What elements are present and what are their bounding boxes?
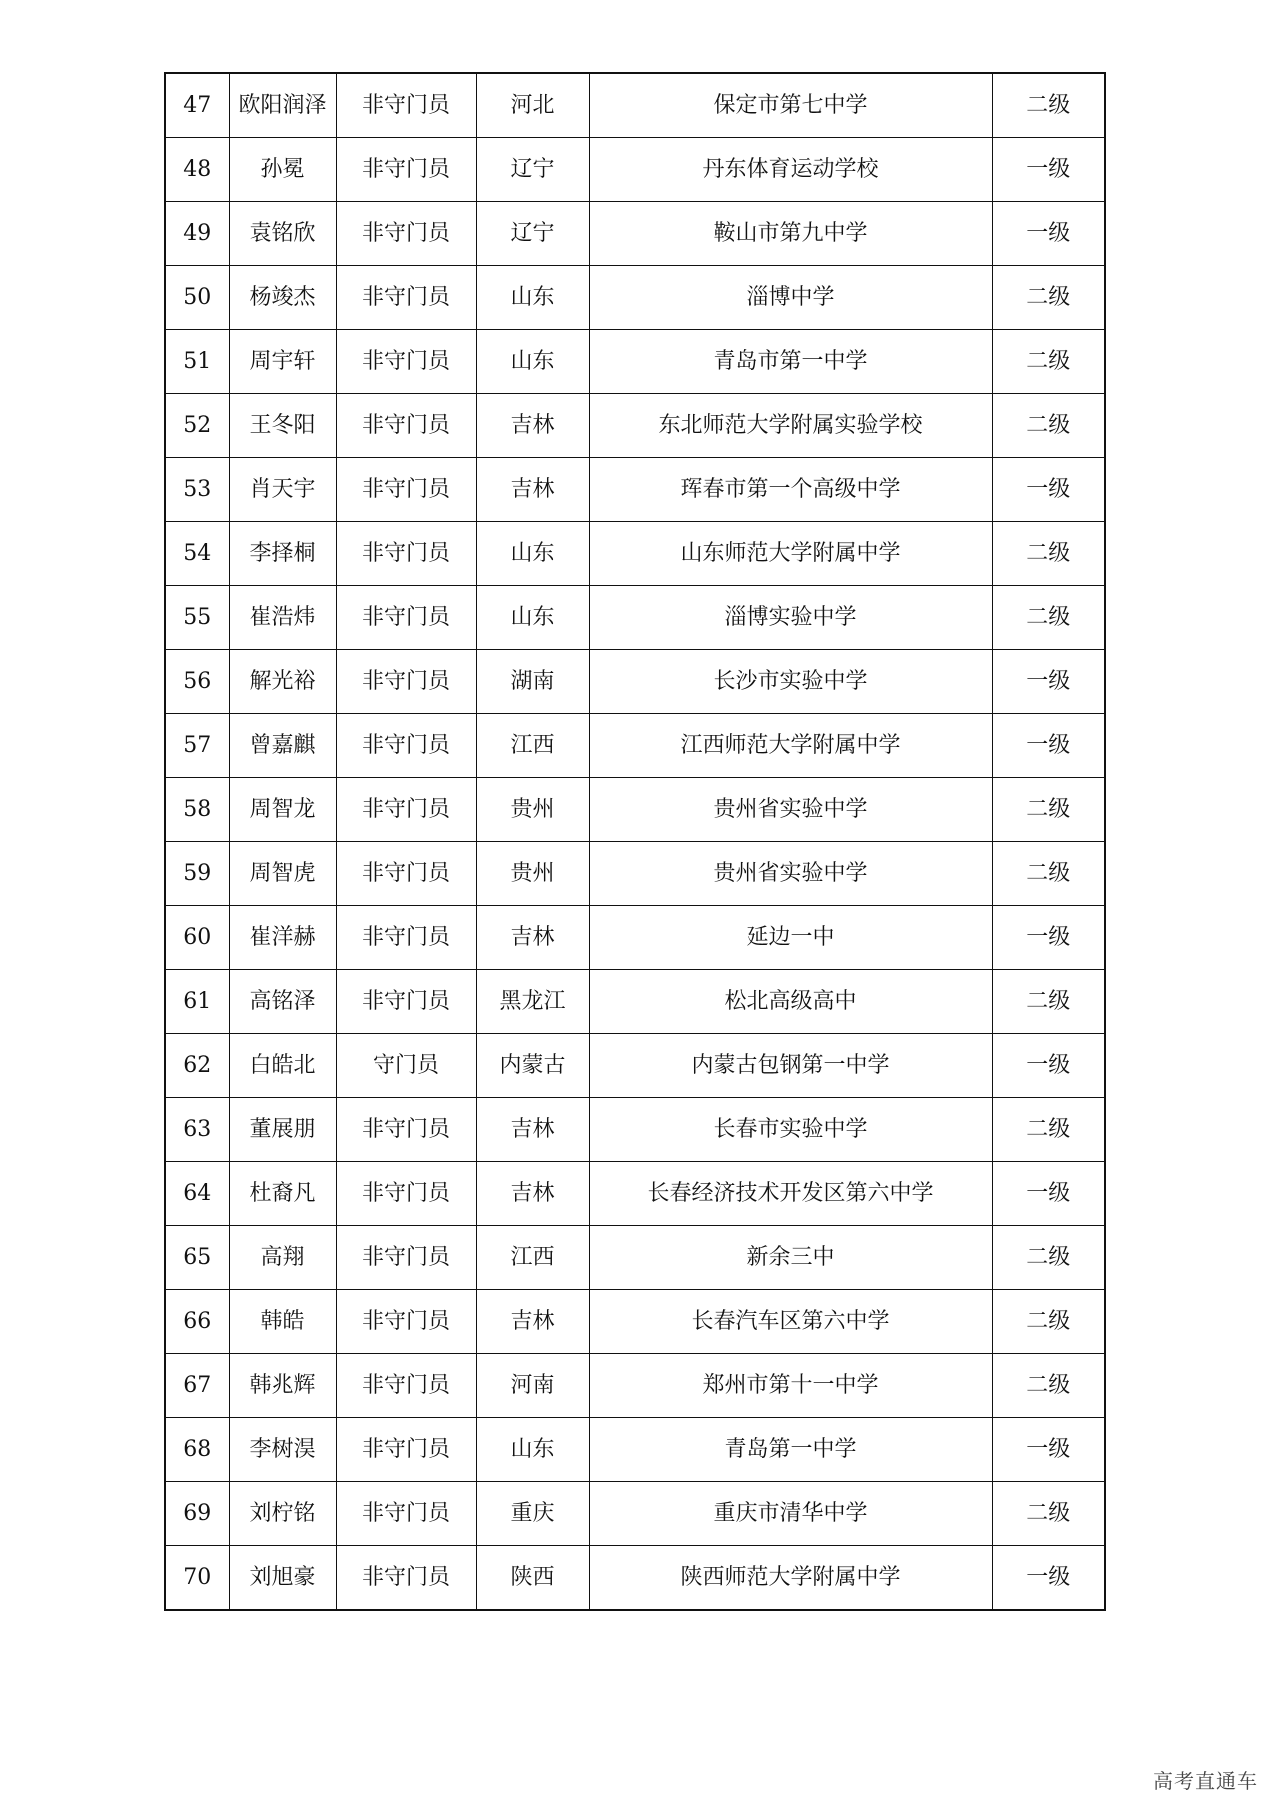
- position-cell: 非守门员: [336, 842, 476, 906]
- row-number-cell: 68: [165, 1418, 229, 1482]
- province-cell: 黑龙江: [476, 970, 589, 1034]
- school-cell: 长春经济技术开发区第六中学: [589, 1162, 992, 1226]
- province-cell: 江西: [476, 1226, 589, 1290]
- position-cell: 非守门员: [336, 1418, 476, 1482]
- level-cell: 二级: [992, 1482, 1105, 1546]
- level-cell: 二级: [992, 842, 1105, 906]
- province-cell: 山东: [476, 522, 589, 586]
- table-row: [165, 842, 1105, 906]
- level-cell: 一级: [992, 1162, 1105, 1226]
- row-number-cell: 65: [165, 1226, 229, 1290]
- athlete-name-cell: 高翔: [229, 1226, 336, 1290]
- school-cell: 淄博实验中学: [589, 586, 992, 650]
- province-cell: 湖南: [476, 650, 589, 714]
- position-cell: 非守门员: [336, 330, 476, 394]
- position-cell: 非守门员: [336, 1162, 476, 1226]
- athlete-name-cell: 肖天宇: [229, 458, 336, 522]
- athlete-name-cell: 崔洋赫: [229, 906, 336, 970]
- table-row: [165, 458, 1105, 522]
- school-cell: 贵州省实验中学: [589, 842, 992, 906]
- position-cell: 非守门员: [336, 138, 476, 202]
- athlete-name-cell: 李树淏: [229, 1418, 336, 1482]
- table-row: [165, 1098, 1105, 1162]
- province-cell: 吉林: [476, 458, 589, 522]
- table-row: [165, 522, 1105, 586]
- row-number-cell: 60: [165, 906, 229, 970]
- row-number-cell: 58: [165, 778, 229, 842]
- position-cell: 非守门员: [336, 714, 476, 778]
- level-cell: 一级: [992, 650, 1105, 714]
- row-number-cell: 47: [165, 73, 229, 138]
- province-cell: 内蒙古: [476, 1034, 589, 1098]
- athlete-name-cell: 韩兆辉: [229, 1354, 336, 1418]
- position-cell: 非守门员: [336, 522, 476, 586]
- athlete-name-cell: 曾嘉麒: [229, 714, 336, 778]
- school-cell: 内蒙古包钢第一中学: [589, 1034, 992, 1098]
- province-cell: 江西: [476, 714, 589, 778]
- school-cell: 陕西师范大学附属中学: [589, 1546, 992, 1611]
- school-cell: 青岛第一中学: [589, 1418, 992, 1482]
- row-number-cell: 54: [165, 522, 229, 586]
- province-cell: 山东: [476, 586, 589, 650]
- athlete-name-cell: 解光裕: [229, 650, 336, 714]
- province-cell: 辽宁: [476, 138, 589, 202]
- table-row: [165, 394, 1105, 458]
- school-cell: 长沙市实验中学: [589, 650, 992, 714]
- position-cell: 守门员: [336, 1034, 476, 1098]
- position-cell: 非守门员: [336, 394, 476, 458]
- roster-table-body: [165, 73, 1105, 1610]
- position-cell: 非守门员: [336, 1290, 476, 1354]
- position-cell: 非守门员: [336, 1354, 476, 1418]
- province-cell: 陕西: [476, 1546, 589, 1611]
- table-row: [165, 1162, 1105, 1226]
- table-row: [165, 202, 1105, 266]
- school-cell: 延边一中: [589, 906, 992, 970]
- province-cell: 河南: [476, 1354, 589, 1418]
- level-cell: 二级: [992, 522, 1105, 586]
- position-cell: 非守门员: [336, 650, 476, 714]
- row-number-cell: 50: [165, 266, 229, 330]
- row-number-cell: 49: [165, 202, 229, 266]
- school-cell: 山东师范大学附属中学: [589, 522, 992, 586]
- school-cell: 丹东体育运动学校: [589, 138, 992, 202]
- school-cell: 长春市实验中学: [589, 1098, 992, 1162]
- row-number-cell: 67: [165, 1354, 229, 1418]
- row-number-cell: 56: [165, 650, 229, 714]
- table-row: [165, 1034, 1105, 1098]
- athlete-name-cell: 周宇轩: [229, 330, 336, 394]
- table-row: [165, 330, 1105, 394]
- province-cell: 山东: [476, 330, 589, 394]
- athlete-name-cell: 白皓北: [229, 1034, 336, 1098]
- row-number-cell: 69: [165, 1482, 229, 1546]
- athlete-name-cell: 欧阳润泽: [229, 73, 336, 138]
- province-cell: 重庆: [476, 1482, 589, 1546]
- table-row: [165, 650, 1105, 714]
- row-number-cell: 55: [165, 586, 229, 650]
- row-number-cell: 59: [165, 842, 229, 906]
- table-row: [165, 714, 1105, 778]
- table-row: [165, 1418, 1105, 1482]
- level-cell: 二级: [992, 1226, 1105, 1290]
- table-row: [165, 138, 1105, 202]
- school-cell: 郑州市第十一中学: [589, 1354, 992, 1418]
- row-number-cell: 66: [165, 1290, 229, 1354]
- level-cell: 一级: [992, 458, 1105, 522]
- row-number-cell: 70: [165, 1546, 229, 1611]
- province-cell: 吉林: [476, 1098, 589, 1162]
- province-cell: 河北: [476, 73, 589, 138]
- table-row: [165, 1226, 1105, 1290]
- position-cell: 非守门员: [336, 906, 476, 970]
- table-row: [165, 73, 1105, 138]
- position-cell: 非守门员: [336, 778, 476, 842]
- table-row: [165, 1290, 1105, 1354]
- row-number-cell: 48: [165, 138, 229, 202]
- level-cell: 二级: [992, 970, 1105, 1034]
- position-cell: 非守门员: [336, 458, 476, 522]
- level-cell: 一级: [992, 714, 1105, 778]
- row-number-cell: 51: [165, 330, 229, 394]
- school-cell: 松北高级高中: [589, 970, 992, 1034]
- row-number-cell: 61: [165, 970, 229, 1034]
- school-cell: 长春汽车区第六中学: [589, 1290, 992, 1354]
- table-row: [165, 266, 1105, 330]
- level-cell: 二级: [992, 266, 1105, 330]
- province-cell: 吉林: [476, 1162, 589, 1226]
- table-row: [165, 970, 1105, 1034]
- athlete-name-cell: 孙冕: [229, 138, 336, 202]
- table-row: [165, 906, 1105, 970]
- province-cell: 辽宁: [476, 202, 589, 266]
- athlete-roster-table: [164, 72, 1106, 1611]
- province-cell: 贵州: [476, 842, 589, 906]
- position-cell: 非守门员: [336, 1546, 476, 1611]
- school-cell: 东北师范大学附属实验学校: [589, 394, 992, 458]
- athlete-name-cell: 李择桐: [229, 522, 336, 586]
- athlete-name-cell: 杨竣杰: [229, 266, 336, 330]
- school-cell: 保定市第七中学: [589, 73, 992, 138]
- row-number-cell: 64: [165, 1162, 229, 1226]
- table-row: [165, 1546, 1105, 1611]
- level-cell: 二级: [992, 73, 1105, 138]
- level-cell: 二级: [992, 586, 1105, 650]
- table-row: [165, 1482, 1105, 1546]
- province-cell: 吉林: [476, 906, 589, 970]
- level-cell: 一级: [992, 906, 1105, 970]
- school-cell: 鞍山市第九中学: [589, 202, 992, 266]
- position-cell: 非守门员: [336, 970, 476, 1034]
- level-cell: 二级: [992, 1354, 1105, 1418]
- table-row: [165, 586, 1105, 650]
- athlete-name-cell: 董展朋: [229, 1098, 336, 1162]
- athlete-name-cell: 高铭泽: [229, 970, 336, 1034]
- row-number-cell: 63: [165, 1098, 229, 1162]
- province-cell: 吉林: [476, 394, 589, 458]
- position-cell: 非守门员: [336, 73, 476, 138]
- athlete-name-cell: 刘柠铭: [229, 1482, 336, 1546]
- province-cell: 山东: [476, 266, 589, 330]
- level-cell: 一级: [992, 202, 1105, 266]
- position-cell: 非守门员: [336, 1482, 476, 1546]
- school-cell: 青岛市第一中学: [589, 330, 992, 394]
- school-cell: 江西师范大学附属中学: [589, 714, 992, 778]
- school-cell: 淄博中学: [589, 266, 992, 330]
- row-number-cell: 62: [165, 1034, 229, 1098]
- table-row: [165, 1354, 1105, 1418]
- province-cell: 贵州: [476, 778, 589, 842]
- province-cell: 山东: [476, 1418, 589, 1482]
- row-number-cell: 57: [165, 714, 229, 778]
- watermark-text: 高考直通车: [1153, 1769, 1258, 1793]
- athlete-name-cell: 杜裔凡: [229, 1162, 336, 1226]
- level-cell: 二级: [992, 778, 1105, 842]
- province-cell: 吉林: [476, 1290, 589, 1354]
- row-number-cell: 53: [165, 458, 229, 522]
- athlete-name-cell: 刘旭豪: [229, 1546, 336, 1611]
- level-cell: 二级: [992, 1290, 1105, 1354]
- level-cell: 一级: [992, 1418, 1105, 1482]
- school-cell: 新余三中: [589, 1226, 992, 1290]
- athlete-name-cell: 崔浩炜: [229, 586, 336, 650]
- position-cell: 非守门员: [336, 586, 476, 650]
- athlete-name-cell: 袁铭欣: [229, 202, 336, 266]
- position-cell: 非守门员: [336, 1226, 476, 1290]
- athlete-name-cell: 王冬阳: [229, 394, 336, 458]
- row-number-cell: 52: [165, 394, 229, 458]
- level-cell: 一级: [992, 1546, 1105, 1611]
- school-cell: 珲春市第一个高级中学: [589, 458, 992, 522]
- athlete-name-cell: 周智龙: [229, 778, 336, 842]
- position-cell: 非守门员: [336, 202, 476, 266]
- position-cell: 非守门员: [336, 1098, 476, 1162]
- table-row: [165, 778, 1105, 842]
- position-cell: 非守门员: [336, 266, 476, 330]
- level-cell: 二级: [992, 1098, 1105, 1162]
- school-cell: 贵州省实验中学: [589, 778, 992, 842]
- athlete-name-cell: 周智虎: [229, 842, 336, 906]
- level-cell: 二级: [992, 330, 1105, 394]
- school-cell: 重庆市清华中学: [589, 1482, 992, 1546]
- athlete-name-cell: 韩皓: [229, 1290, 336, 1354]
- level-cell: 二级: [992, 394, 1105, 458]
- level-cell: 一级: [992, 1034, 1105, 1098]
- level-cell: 一级: [992, 138, 1105, 202]
